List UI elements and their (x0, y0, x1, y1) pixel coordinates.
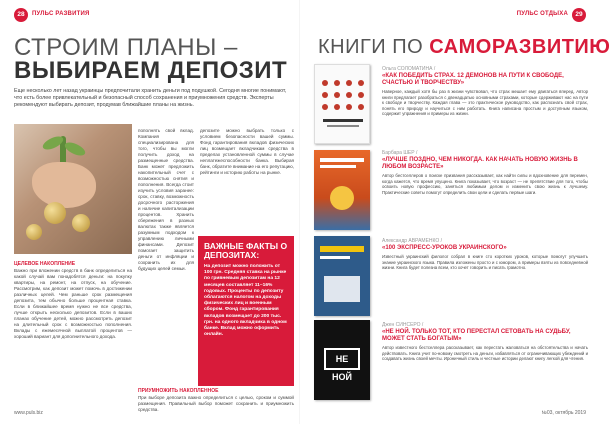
book-description: Наверное, каждый хотя бы раз в жизни чувствовал, что страх мешает ему двигаться вперед. Автор книги предлагает разобраться с двенадцатью основными страхами, которые сдерживают нас на пути к свободе и творчеству. Каждая глава — это практическое руководство, как распознать свой страх, понять его природу и научиться с ним работать. Книга написана простым и доступным языком, содержит упражнения и примеры из жизни. (382, 89, 588, 117)
section-label-left: ПУЛЬС РАЗВИТИЯ (32, 11, 90, 17)
book-cover-1 (314, 64, 370, 144)
article-title-line2: ВЫБИРАЕМ ДЕПОЗИТ (14, 57, 288, 84)
book-description: Автор бестселлеров о поиске призвания рассказывает, как найти силы и вдохновение для перемен, когда кажется, что время упущено. Книга показывает, что возраст — не препятствие для того, чтобы освоить новую профессию, заняться любимым делом и изменить свою жизнь к лучшему. Практические советы помогут определить свои цели и сделать первые шаги. (382, 173, 588, 195)
book-title: «100 ЭКСПРЕСС-УРОКОВ УКРАИНСКОГО» (382, 245, 507, 251)
article-title-line1: СТРОИМ ПЛАНЫ – (14, 34, 238, 61)
book-author: Джен СИНСЕРО / (382, 322, 424, 328)
col3-text-2: При выборе депозита важно определиться с целью, сроком и суммой размещения. Правильный выбор поможет сохранить и приумножить средства. (138, 395, 294, 412)
page-number-right: 29 (572, 8, 586, 22)
article-lead: Еще несколько лет назад украинцы предпочитали хранить деньги под подушкой. Сегодня многие понимают, что есть более привлекательный и безопасный способ сохранения и приумножения средств. Эксперты рекомендуют выбирать депозит, продумав ближайшие планы на жизнь. (14, 88, 287, 108)
col3-heading: ПРИУМНОЖИТЬ НАКОПЛЕННОЕ (138, 388, 219, 394)
article-column-1 (14, 258, 132, 406)
facts-box (198, 236, 294, 386)
footer-issue: №03, октябрь 2019 (541, 410, 586, 416)
cover-image (314, 236, 370, 316)
book-entry-3 (382, 238, 588, 306)
page-number-left: 28 (14, 8, 28, 22)
col1-text: Важно при вложении средств в банк определиться на какой случай вам понадобятся деньги: на покупку квартиры, на ремонт, на отпуск, на обучение. Рассмотрим, как депозит может помочь в достижении различных целей. Чем раньше срок размещения депозита, тем обычно больше процентная ставка. Если в ближайшее время нужно не все средства, лучше открыть несколько депозитов. Если в ваших планах обучение детей, можно рассмотреть депозит на длительный срок с возможностью пополнения. Вклады с ежемесячной выплатой процентов — хороший вариант для дополнительного дохода. (14, 268, 132, 339)
left-page (0, 0, 300, 424)
cover-image (314, 150, 370, 230)
book-description: Известный украинский филолог собрал в книге сто коротких уроков, которые помогут улучшить знание украинского языка. Правила изложены просто и с юмором, а примеры взяты из повседневной жизни. Книга будет полезна всем, кто хочет говорить и писать грамотно. (382, 254, 588, 271)
plant-leaf (63, 140, 87, 158)
book-entry-1 (382, 66, 588, 139)
book-description: Автор известного бестселлера рассказывает, как перестать жаловаться на обстоятельства и начать действовать. Книга учит по-новому смотреть на деньги, избавляться от ограничивающих убеждений и создавать жизнь своей мечты. Ироничный стиль и честные истории делают книгу легкой для чтения. (382, 345, 588, 362)
footer-site: www.puls.biz (14, 410, 43, 416)
article-column-3 (200, 128, 294, 232)
book-entry-4 (382, 322, 588, 401)
article-photo (14, 124, 132, 254)
right-page (300, 0, 610, 424)
section-label-right: ПУЛЬС ОТДЫХА (516, 11, 568, 17)
article-column-2 (138, 128, 194, 406)
cover-image (314, 320, 370, 400)
coin (26, 224, 42, 240)
book-title: «КАК ПОБЕДИТЬ СТРАХ. 12 ДЕМОНОВ НА ПУТИ К СВОБОДЕ, СЧАСТЬЮ И ТВОРЧЕСТВУ» (382, 73, 564, 86)
books-title-normal: КНИГИ ПО (318, 36, 430, 58)
book-cover-2 (314, 150, 370, 230)
facts-box-title: ВАЖНЫЕ ФАКТЫ О ДЕПОЗИТАХ: (204, 241, 288, 260)
book-cover-3 (314, 236, 370, 316)
cover-title-box: НЕ НОЙ (324, 348, 360, 370)
facts-box-text: На депозит можно положить от 100 грн. Средняя ставка на рынке по гривневым депозитам на 12 месяцев составляет 11–16% годовых. Проценты по депозиту облагаются налогом на доходы физических лиц и военным сбором. Фонд гарантирования вкладов возмещает до 200 тыс. грн. на одного вкладчика в одном банке. Вклад можно оформить онлайн. (204, 264, 287, 338)
book-title: «НЕ НОЙ. ТОЛЬКО ТОТ, КТО ПЕРЕСТАЛ СЕТОВАТЬ НА СУДЬБУ, МОЖЕТ СТАТЬ БОГАТЫМ» (382, 329, 571, 342)
cover-pattern (314, 150, 370, 230)
coin (44, 202, 66, 224)
book-author: Барбара ШЕР / (382, 150, 418, 156)
book-entry-2 (382, 150, 588, 237)
cover-pattern (314, 236, 370, 316)
hand-shape (32, 162, 96, 208)
books-title (318, 36, 610, 58)
book-cover-4 (314, 320, 370, 400)
book-author: Александр АВРАМЕНКО / (382, 238, 443, 244)
books-title-bold: САМОРАЗВИТИЮ (429, 36, 610, 58)
col3-text: депозите можно выбрать только с условием безопасности вашей суммы. Фонд гарантирования вкладов физических лиц возмещает вкладчикам средства в пределах установленной суммы в случае неплатежеспособности банка. Выбирая банк, обратите внимание на его репутацию, рейтинги и историю работы на рынке. (200, 128, 294, 175)
cover-image (314, 64, 370, 144)
col2-text: пополнять свой вклад. Компания специализирована для того, чтобы вы могли получить доход на размещенные средства. Банк может предложить накопительный счет с возможностью снятия и пополнения. Всегда стоит изучить условия заранее: срок, ставку, возможность досрочного расторжения и наличие капитализации процентов. Хранить сбережения в разных валютах также является разумным подходом к управлению личными финансами. Депозит помогает защитить деньги от инфляции и сохранить их для будущих целей семьи. (138, 128, 194, 271)
article-column-3b (138, 388, 294, 412)
col1-heading: ЦЕЛЕВОЕ НАКОПЛЕНИЕ (14, 261, 76, 267)
coin (72, 214, 90, 232)
book-author: Ольга СОЛОМАТИНА / (382, 66, 436, 72)
cover-pattern (315, 65, 371, 145)
book-title: «ЛУЧШЕ ПОЗДНО, ЧЕМ НИКОГДА. КАК НАЧАТЬ НОВУЮ ЖИЗНЬ В ЛЮБОМ ВОЗРАСТЕ» (382, 157, 578, 170)
